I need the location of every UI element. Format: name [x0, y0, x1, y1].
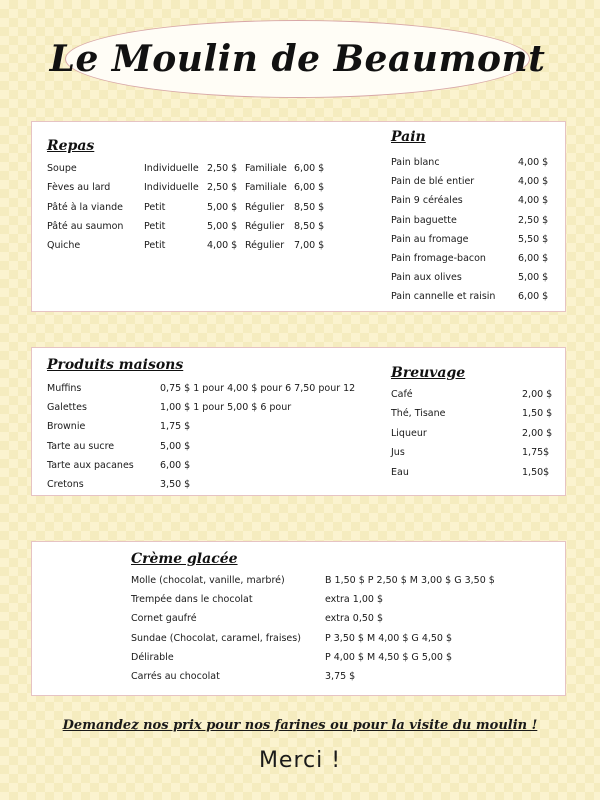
repas-price2: 8,50 $ — [294, 220, 325, 232]
repas-title: Repas — [47, 138, 95, 154]
pain-row — [32, 290, 565, 304]
produits-item: Cretons — [47, 479, 84, 490]
creme-row — [32, 574, 565, 588]
creme-title: Crème glacée — [131, 551, 238, 567]
produits-breuvage-panel — [31, 347, 566, 496]
pain-item: Pain cannelle et raisin — [391, 291, 496, 303]
creme-panel — [31, 541, 566, 696]
thanks-text: Merci ! — [258, 748, 342, 773]
repas-price2: 8,50 $ — [294, 201, 325, 213]
creme-row — [32, 593, 565, 607]
repas-price2: 6,00 $ — [294, 163, 325, 174]
repas-price1: 5,00 $ — [207, 201, 238, 213]
creme-price: 3,75 $ — [325, 671, 356, 682]
repas-price1: 4,00 $ — [207, 240, 238, 252]
footer-note: Demandez nos prix pour nos farines ou pour la visite du moulin ! — [62, 718, 538, 733]
restaurant-title: Le Moulin de Beaumont — [49, 38, 546, 80]
produits-title: Produits maisons — [47, 357, 184, 373]
breuvage-price: 1,50 $ — [522, 408, 553, 420]
repas-size2: Régulier — [245, 201, 285, 213]
repas-size1: Individuelle — [144, 163, 199, 174]
repas-price2: 7,00 $ — [294, 240, 325, 252]
pain-item: Pain aux olives — [391, 272, 462, 284]
repas-item: Pâté à la viande — [47, 201, 124, 213]
produits-item: Tarte au sucre — [47, 440, 115, 452]
pain-row — [32, 175, 565, 189]
pain-title: Pain — [391, 129, 426, 145]
breuvage-price: 1,50$ — [522, 466, 550, 478]
pain-price: 4,00 $ — [518, 157, 549, 168]
repas-size2: Régulier — [245, 240, 285, 252]
repas-pain-panel — [31, 121, 566, 312]
breuvage-row — [32, 466, 565, 480]
pain-row — [32, 194, 565, 208]
pain-price: 5,00 $ — [518, 272, 549, 284]
breuvage-row — [32, 446, 565, 460]
pain-row — [32, 214, 565, 228]
breuvage-price: 2,00 $ — [522, 427, 553, 439]
breuvage-title: Breuvage — [391, 365, 466, 381]
repas-size1: Petit — [144, 220, 166, 232]
pain-price: 6,00 $ — [518, 253, 549, 264]
breuvage-item: Thé, Tisane — [391, 408, 446, 420]
creme-row — [32, 632, 565, 646]
pain-item: Pain fromage-bacon — [391, 253, 486, 264]
breuvage-row — [32, 427, 565, 441]
creme-item: Carrés au chocolat — [131, 671, 220, 682]
repas-price1: 5,00 $ — [207, 220, 238, 232]
repas-size2: Régulier — [245, 220, 285, 232]
produits-item: Galettes — [47, 402, 87, 414]
pain-item: Pain de blé entier — [391, 176, 475, 188]
produits-price: 1,00 $ 1 pour 5,00 $ 6 pour — [160, 402, 292, 414]
breuvage-item: Jus — [391, 447, 405, 459]
repas-item: Soupe — [47, 163, 77, 174]
pain-row — [32, 271, 565, 285]
repas-price1: 2,50 $ — [207, 163, 238, 174]
creme-price: extra 1,00 $ — [325, 594, 383, 606]
creme-item: Sundae (Chocolat, caramel, fraises) — [131, 632, 301, 644]
breuvage-item: Café — [391, 389, 413, 400]
creme-row — [32, 651, 565, 665]
creme-item: Trempée dans le chocolat — [131, 594, 253, 606]
creme-row — [32, 670, 565, 684]
produits-row — [32, 478, 565, 492]
breuvage-price: 1,75$ — [522, 447, 550, 459]
repas-price1: 2,50 $ — [207, 182, 238, 194]
repas-size1: Individuelle — [144, 182, 199, 194]
repas-size2: Familiale — [245, 163, 287, 174]
pain-item: Pain au fromage — [391, 233, 469, 245]
repas-item: Fèves au lard — [47, 182, 111, 194]
breuvage-row — [32, 388, 565, 402]
pain-row — [32, 156, 565, 170]
produits-price: 3,50 $ — [160, 479, 191, 490]
repas-item: Quiche — [47, 240, 81, 252]
breuvage-item: Eau — [391, 466, 409, 478]
pain-price: 6,00 $ — [518, 291, 549, 303]
repas-size1: Petit — [144, 201, 166, 213]
pain-item: Pain baguette — [391, 214, 457, 226]
creme-item: Molle (chocolat, vanille, marbré) — [131, 575, 285, 586]
title-oval — [49, 20, 546, 98]
creme-price: B 1,50 $ P 2,50 $ M 3,00 $ G 3,50 $ — [325, 575, 495, 586]
pain-price: 2,50 $ — [518, 214, 549, 226]
pain-item: Pain 9 céréales — [391, 195, 463, 207]
pain-price: 4,00 $ — [518, 176, 549, 188]
breuvage-item: Liqueur — [391, 427, 427, 439]
creme-item: Délirable — [131, 651, 174, 663]
produits-item: Muffins — [47, 383, 82, 394]
creme-price: P 3,50 $ M 4,00 $ G 4,50 $ — [325, 632, 453, 644]
pain-row — [32, 252, 565, 266]
repas-price2: 6,00 $ — [294, 182, 325, 194]
breuvage-price: 2,00 $ — [522, 389, 553, 400]
pain-price: 4,00 $ — [518, 195, 549, 207]
pain-price: 5,50 $ — [518, 233, 549, 245]
produits-item: Brownie — [47, 421, 86, 433]
creme-price: extra 0,50 $ — [325, 613, 383, 625]
produits-price: 0,75 $ 1 pour 4,00 $ pour 6 7,50 pour 12 — [160, 383, 356, 394]
creme-item: Cornet gaufré — [131, 613, 197, 625]
produits-price: 1,75 $ — [160, 421, 191, 433]
pain-row — [32, 233, 565, 247]
breuvage-row — [32, 407, 565, 421]
pain-item: Pain blanc — [391, 157, 440, 168]
produits-price: 5,00 $ — [160, 440, 191, 452]
repas-item: Pâté au saumon — [47, 220, 124, 232]
repas-size2: Familiale — [245, 182, 287, 194]
creme-row — [32, 612, 565, 626]
produits-price: 6,00 $ — [160, 459, 191, 471]
repas-size1: Petit — [144, 240, 166, 252]
creme-price: P 4,00 $ M 4,50 $ G 5,00 $ — [325, 651, 453, 663]
produits-item: Tarte aux pacanes — [47, 459, 134, 471]
